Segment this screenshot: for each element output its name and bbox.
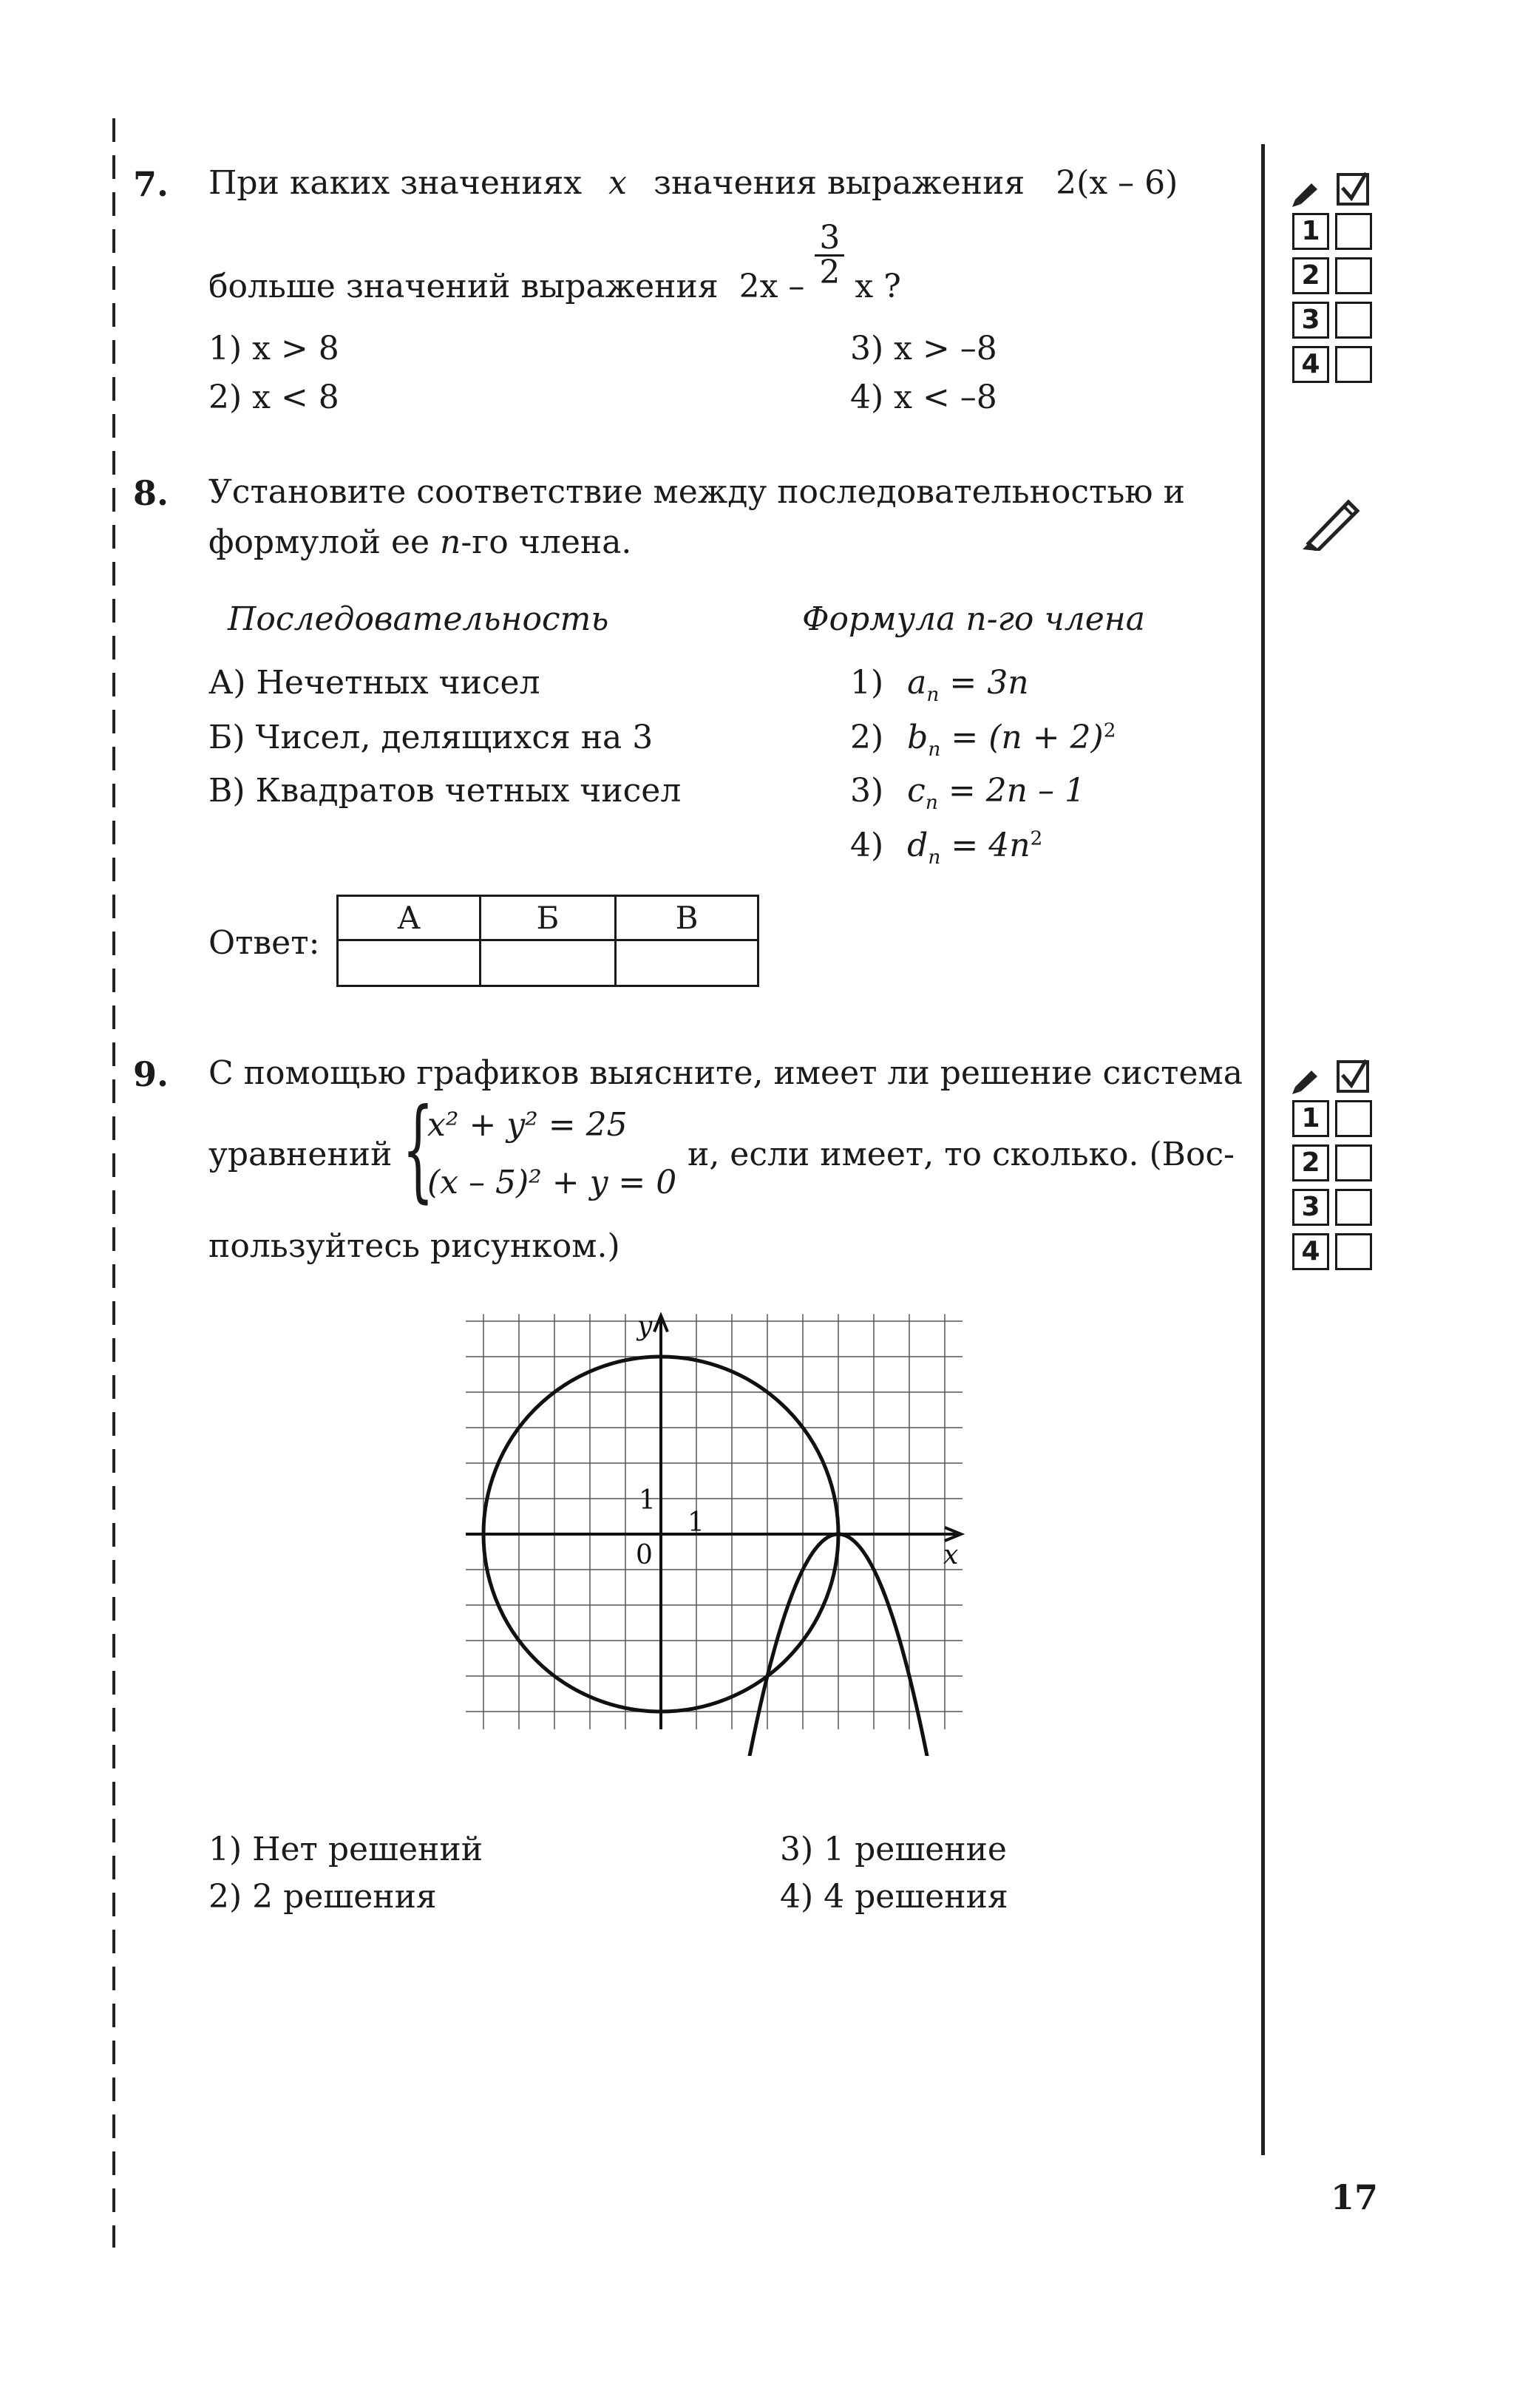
answer-number-3: 3	[1292, 1189, 1329, 1226]
x-axis	[466, 1527, 961, 1541]
answer-number-4: 4	[1292, 1233, 1329, 1270]
question-9-line1: С помощью графиков выясните, имеет ли решение система	[208, 1054, 1243, 1092]
answer-checkbox-1[interactable]	[1335, 1100, 1372, 1137]
answer-checkbox-3[interactable]	[1335, 1189, 1372, 1226]
answer-number-1: 1	[1292, 213, 1329, 250]
pencil-check-icon	[1292, 1057, 1381, 1094]
axes	[466, 1315, 961, 1729]
answer-checkbox-3[interactable]	[1335, 302, 1372, 339]
sequence-item-a: А) Нечетных чисел	[208, 664, 540, 702]
sequence-item-v: В) Квадратов четных чисел	[208, 772, 682, 810]
pen-icon	[1300, 492, 1366, 551]
question-8-number: 8.	[133, 473, 169, 513]
system-brace: {	[402, 1085, 434, 1214]
q9-answer-boxes	[1292, 1057, 1381, 1286]
question-7-line1: При каких значениях x значения выражения 2(x – 6)	[208, 164, 1178, 202]
formula-item-2: 2) $b_n = (n + 2)^2$	[850, 719, 1116, 761]
formula-header: Формула n-го члена	[802, 600, 1145, 638]
equation-2: (x – 5)² + y = 0	[427, 1164, 677, 1201]
margin-rule	[1261, 144, 1265, 2155]
q9-option-4: 4) 4 решения	[780, 1878, 1008, 1916]
page-number: 17	[1331, 2177, 1379, 2217]
answer-checkbox-1[interactable]	[1335, 213, 1372, 250]
answer-number-4: 4	[1292, 346, 1329, 383]
x-axis-label: x	[943, 1540, 959, 1570]
question-9-line2-a: уравнений	[208, 1136, 393, 1173]
equation-1: x² + y² = 25	[427, 1106, 628, 1144]
q9-option-1: 1) Нет решений	[208, 1831, 483, 1868]
question-8-line1: Установите соответствие между последовательностью и	[208, 473, 1185, 511]
answer-number-1: 1	[1292, 1100, 1329, 1137]
answer-number-2: 2	[1292, 257, 1329, 294]
question-7-line2: больше значений выражения 2x – $\frac{3}{2}$ x ?	[208, 219, 901, 305]
answer-checkbox-2[interactable]	[1335, 257, 1372, 294]
fraction-three-halves: $\frac{3}{2}$	[815, 222, 844, 289]
sequence-header: Последовательность	[228, 600, 609, 638]
grid	[466, 1314, 963, 1729]
q9-option-2: 2) 2 решения	[208, 1878, 437, 1916]
answer-header-b: Б	[480, 896, 615, 940]
answer-checkbox-4[interactable]	[1335, 1233, 1372, 1270]
answer-checkbox-4[interactable]	[1335, 346, 1372, 383]
answer-number-3: 3	[1292, 302, 1329, 339]
x-tick-label: 1	[688, 1507, 705, 1538]
question-9-line3: пользуйтесь рисунком.)	[208, 1227, 620, 1265]
formula-item-3: 3) $c_n = 2n - 1$	[850, 772, 1085, 814]
y-tick-label: 1	[639, 1485, 656, 1516]
question-9-line2-b: и, если имеет, то сколько. (Вос-	[688, 1136, 1235, 1173]
graph-figure	[466, 1312, 976, 1756]
answer-header-a: А	[338, 896, 481, 940]
q7-option-3: 3) x > –8	[850, 330, 997, 367]
answer-cell-a[interactable]	[338, 940, 481, 986]
answer-table	[336, 895, 759, 987]
answer-label: Ответ:	[208, 924, 320, 962]
q7-option-2: 2) x < 8	[208, 379, 339, 416]
origin-label: 0	[636, 1540, 653, 1570]
q9-option-3: 3) 1 решение	[780, 1831, 1007, 1868]
formula-item-1: 1) $a_n = 3n$	[850, 664, 1029, 706]
answer-checkbox-2[interactable]	[1335, 1144, 1372, 1181]
q7-option-1: 1) x > 8	[208, 330, 339, 367]
cut-line	[112, 118, 115, 2248]
sequence-item-b: Б) Чисел, делящихся на 3	[208, 719, 654, 756]
question-7-number: 7.	[133, 164, 169, 204]
question-9-number: 9.	[133, 1054, 169, 1094]
pencil-check-icon	[1292, 170, 1381, 207]
answer-number-2: 2	[1292, 1144, 1329, 1181]
formula-item-4: 4) $d_n = 4n^2$	[850, 827, 1043, 869]
y-axis	[654, 1315, 668, 1729]
q7-option-4: 4) x < –8	[850, 379, 997, 416]
answer-header-v: В	[616, 896, 758, 940]
answer-cell-v[interactable]	[616, 940, 758, 986]
y-axis-label: y	[637, 1312, 653, 1342]
q7-answer-boxes	[1292, 170, 1381, 399]
answer-cell-b[interactable]	[480, 940, 615, 986]
question-8-line2: формулой ее n-го члена.	[208, 523, 632, 561]
